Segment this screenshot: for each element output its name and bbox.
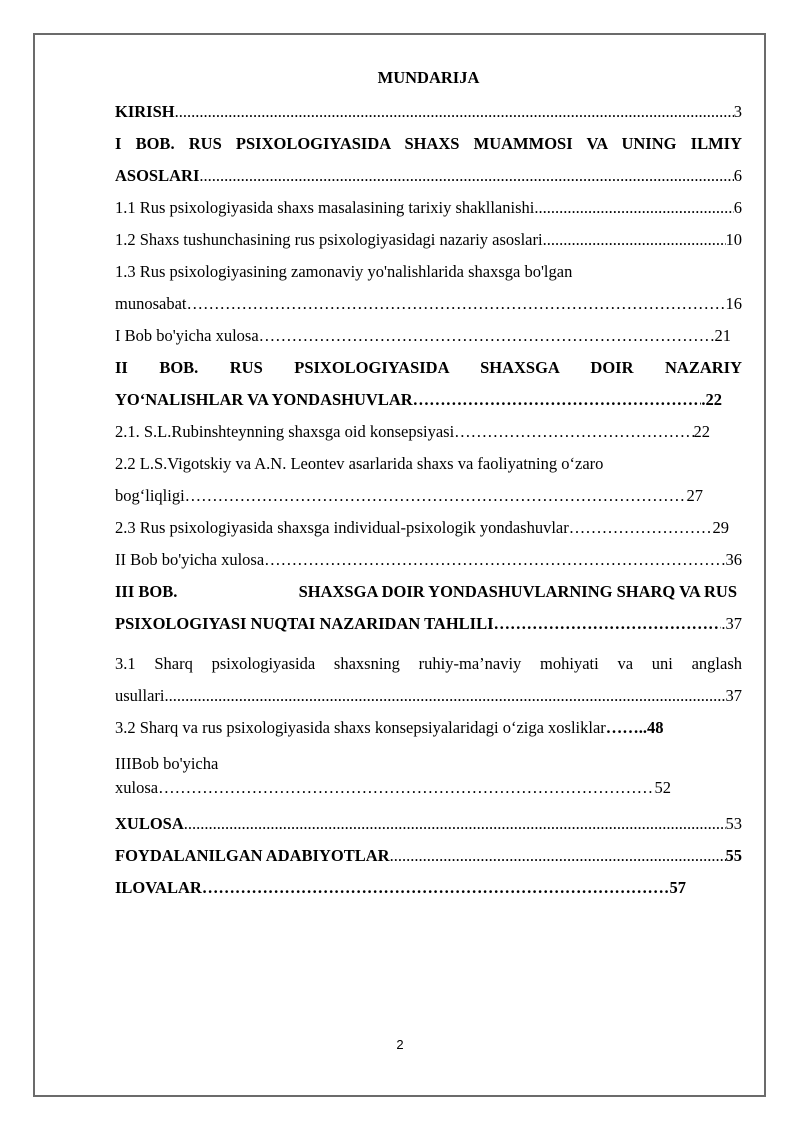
dot-leader xyxy=(165,680,726,712)
toc-entry-2-2[interactable]: bog‘liqligi …………………………………………………………………………………………………………………………………………………………… 27 xyxy=(115,480,703,512)
toc-entry-2-2-line1[interactable]: 2.2 L.S.Vigotskiy va A.N. Leontev asarlarida shaxs va faoliyatning o‘zaro xyxy=(115,454,604,473)
dot-leader xyxy=(175,96,734,128)
ellipsis-leader xyxy=(569,512,713,544)
toc-entry-3-1[interactable]: usullari ..... 37 xyxy=(115,680,742,712)
toc-entry-1-3-line1[interactable]: 1.3 Rus psixologiyasining zamonaviy yo'nalishlarida shaxsga bo'lgan xyxy=(115,262,573,281)
toc-entry-chapter2[interactable]: YO‘NALISHLAR VA YONDASHUVLAR …………………………………………………………………………………………………………………………………………………………… .22 xyxy=(115,384,722,416)
dot-leader xyxy=(534,192,733,224)
dot-leader xyxy=(543,224,726,256)
toc-entry-chapter2-line1[interactable]: II BOB. RUS PSIXOLOGIYASIDA SHAXSGA DOIR NAZARIY xyxy=(115,358,742,377)
dot-leader xyxy=(199,160,733,192)
ellipsis-leader xyxy=(202,872,670,904)
toc-title: MUNDARIJA xyxy=(377,68,480,87)
toc-entry-chapter3-line1[interactable]: III BOB. SHAXSGA DOIR YONDASHUVLARNING SHARQ VA RUS xyxy=(115,582,737,601)
toc-entry-summary-2[interactable]: II Bob bo'yicha xulosa …………………………………………………………………………………………………………………………………………………………… 36 xyxy=(115,544,742,576)
toc-entry-kirish[interactable]: KIRISH ..... 3 xyxy=(115,96,742,128)
ellipsis-leader xyxy=(413,384,702,416)
ellipsis-leader xyxy=(264,544,725,576)
toc-entry-2-3[interactable]: 2.3 Rus psixologiyasida shaxsga individual-psixologik yondashuvlar …………………………………………………………………………………………………………………………………………………………… 29 xyxy=(115,512,729,544)
ellipsis-leader xyxy=(454,416,693,448)
ellipsis-leader xyxy=(494,608,722,640)
toc-entry-summary-1[interactable]: I Bob bo'yicha xulosa …………………………………………………………………………………………………………………………………………………………… 21 xyxy=(115,320,731,352)
dot-leader xyxy=(184,808,726,840)
table-of-contents xyxy=(115,66,742,904)
ellipsis-leader xyxy=(158,776,654,800)
ellipsis-leader xyxy=(187,288,726,320)
toc-entry-1-2[interactable]: 1.2 Shaxs tushunchasining rus psixologiyasidagi nazariy asoslari ..... 10 xyxy=(115,224,742,256)
toc-entry-ilovalar[interactable]: ILOVALAR …………………………………………………………………………………………………………………………………………………………… 57 xyxy=(115,872,686,904)
toc-entry-chapter1-line1[interactable]: I BOB. RUS PSIXOLOGIYASIDA SHAXS MUAMMOSI VA UNING ILMIY xyxy=(115,134,742,153)
toc-entry-summary-3[interactable]: xulosa …………………………………………………………………………………………………………………………………………………………… 52 xyxy=(115,776,671,800)
toc-entry-xulosa[interactable]: XULOSA ..... 53 xyxy=(115,808,742,840)
toc-entry-adabiyotlar[interactable]: FOYDALANILGAN ADABIYOTLAR ..... 55 xyxy=(115,840,742,872)
ellipsis-leader xyxy=(259,320,715,352)
toc-entry-2-1[interactable]: 2.1. S.L.Rubinshteynning shaxsga oid konsepsiyasi …………………………………………………………………………………………………………………………………………………………… 22 xyxy=(115,416,710,448)
toc-entry-3-1-line1[interactable]: 3.1 Sharq psixologiyasida shaxsning ruhiy-ma’naviy mohiyati va uni anglash xyxy=(115,654,742,673)
toc-entry-chapter1[interactable]: ASOSLARI ..... 6 xyxy=(115,160,742,192)
toc-entry-1-3[interactable]: munosabat …………………………………………………………………………………………………………………………………………………………… 16 xyxy=(115,288,742,320)
ellipsis-leader xyxy=(185,480,687,512)
page-number: 2 xyxy=(396,1037,404,1052)
toc-entry-chapter3[interactable]: PSIXOLOGIYASI NUQTAI NAZARIDAN TAHLILI …………………………………………………………………………………………………………………………………………………………… .37 xyxy=(115,608,742,640)
toc-entry-summary-3-line1[interactable]: IIIBob bo'yicha xyxy=(115,754,219,773)
toc-entry-1-1[interactable]: 1.1 Rus psixologiyasida shaxs masalasining tarixiy shakllanishi ..... 6 xyxy=(115,192,742,224)
dot-leader xyxy=(390,840,726,872)
toc-entry-3-2[interactable]: 3.2 Sharq va rus psixologiyasida shaxs konsepsiyalaridagi o‘ziga xosliklar …….. 48 xyxy=(115,718,664,737)
